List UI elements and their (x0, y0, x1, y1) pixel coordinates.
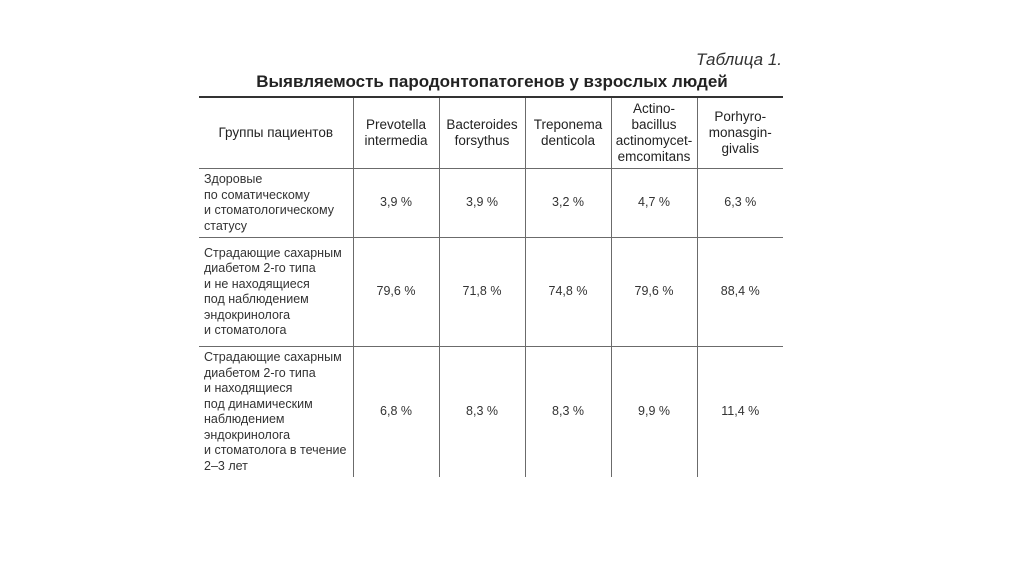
table-cell: 79,6 % (353, 238, 439, 347)
table-number: Таблица 1. (696, 50, 782, 69)
column-header-treponema: Treponema denticola (525, 97, 611, 169)
column-header-prevotella: Prevotella intermedia (353, 97, 439, 169)
table-cell: 79,6 % (611, 238, 697, 347)
table-cell: 3,9 % (439, 169, 525, 238)
table-cell: 8,3 % (439, 347, 525, 478)
table-cell: 11,4 % (697, 347, 783, 478)
table-row (199, 347, 783, 478)
row-group-label: Здоровые по соматическому и стоматологическому статусу (199, 169, 353, 238)
table-cell: 3,9 % (353, 169, 439, 238)
table-row (199, 238, 783, 347)
table-cell: 71,8 % (439, 238, 525, 347)
column-header-group: Группы пациентов (199, 97, 353, 169)
pathogen-table (199, 96, 783, 477)
table-title: Выявляемость пародонтопатогенов у взрослых людей (256, 72, 728, 91)
table-cell: 9,9 % (611, 347, 697, 478)
table-row (199, 169, 783, 238)
header-row (199, 97, 783, 169)
table-cell: 74,8 % (525, 238, 611, 347)
row-group-label: Страдающие сахарным диабетом 2-го типа и находящиеся под динамическим наблюдением эндокринолога и стоматолога в течение 2–3 лет (199, 347, 353, 478)
table-cell: 88,4 % (697, 238, 783, 347)
column-header-actinobacillus: Actino- bacillus actinomycet- emcomitans (611, 97, 697, 169)
table-cell: 8,3 % (525, 347, 611, 478)
table-cell: 6,8 % (353, 347, 439, 478)
table-cell: 6,3 % (697, 169, 783, 238)
row-group-label: Страдающие сахарным диабетом 2-го типа и не находящиеся под наблюдением эндокринолога и стоматолога (199, 238, 353, 347)
column-header-bacteroides: Bacteroides forsythus (439, 97, 525, 169)
table-cell: 3,2 % (525, 169, 611, 238)
table-cell: 4,7 % (611, 169, 697, 238)
column-header-porphyromonas: Porhyro- monasgin- givalis (697, 97, 783, 169)
